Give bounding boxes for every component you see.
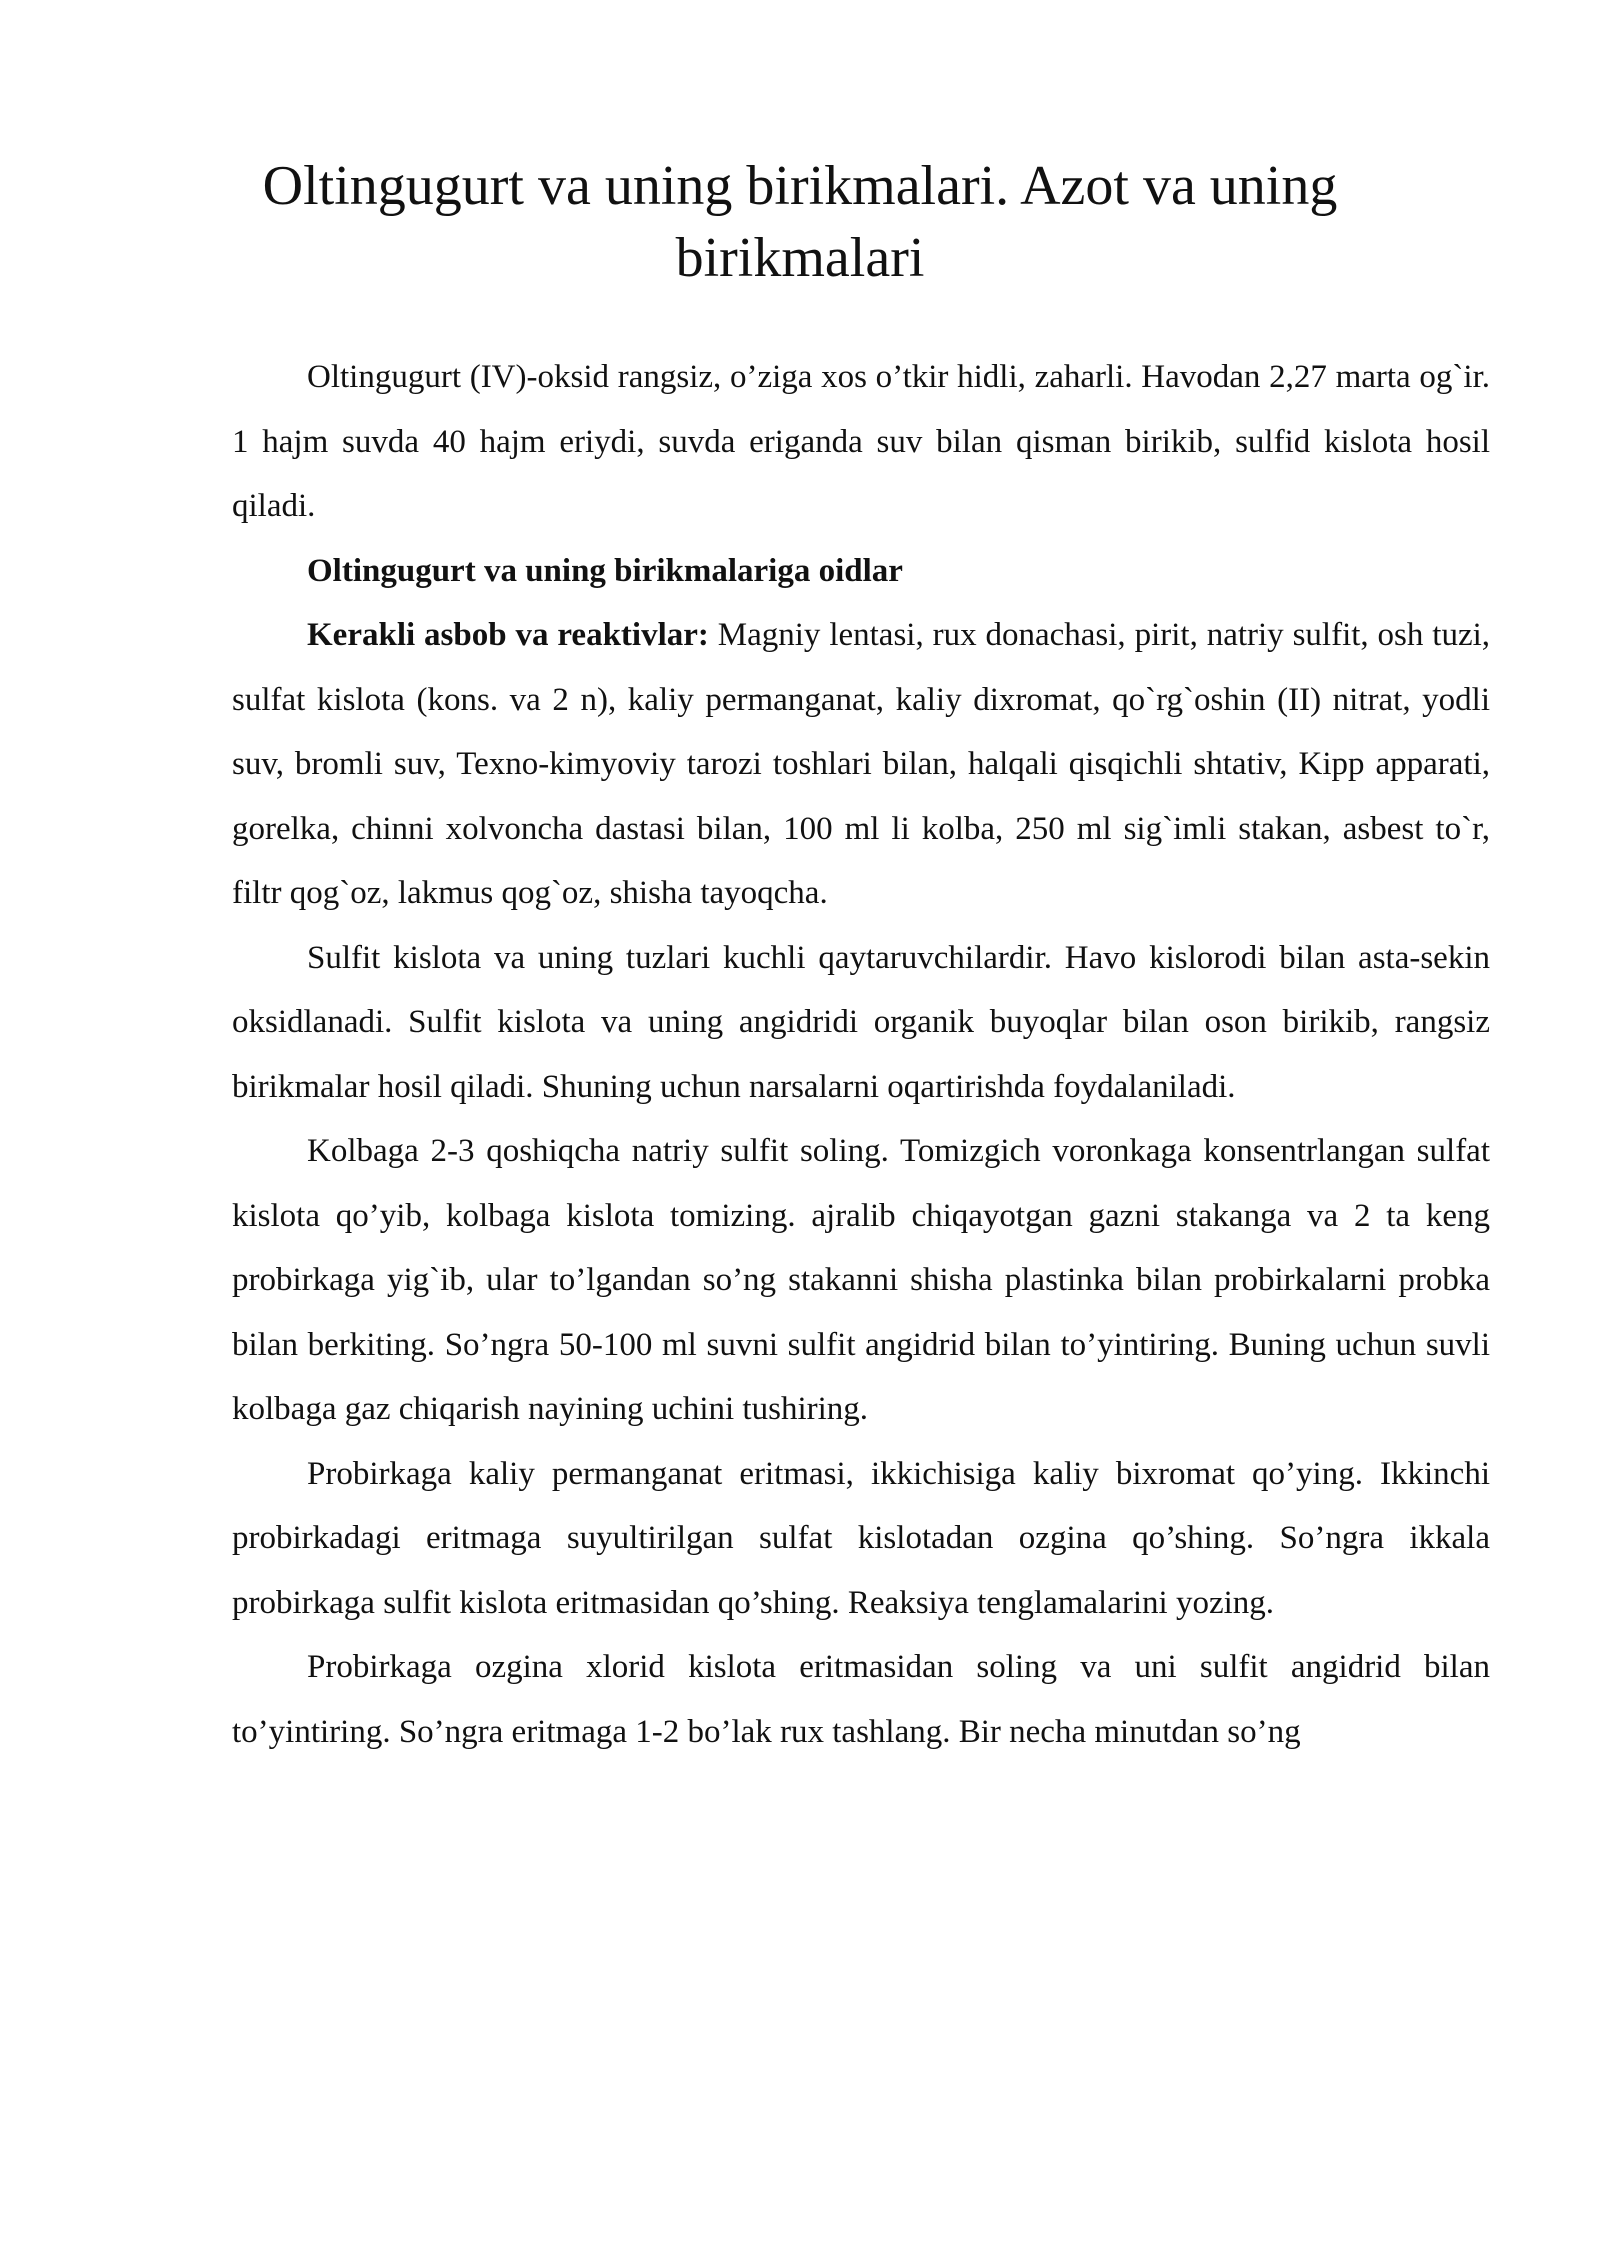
paragraph-test-tube-procedure	[232, 1442, 1490, 1636]
paragraph-lead: Kerakli asbob va reaktivlar:	[307, 617, 709, 653]
paragraph-text: Kolbaga 2-3 qoshiqcha natriy sulfit soling. Tomizgich voronkaga konsentrlangan sulfat kislota qo’yib, kolbaga kislota tomizing. ajralib chiqayotgan gazni stakanga va 2 ta keng probirkaga yig`ib, ular to’lgandan so’ng stakanni shisha plastinka bilan probirkalarni probka bilan berkiting. So’ngra 50-100 ml suvni sulfit angidrid bilan to’yintiring. Buning uchun suvli kolbaga gaz chiqarish nayining uchini tushiring.	[232, 1133, 1490, 1427]
paragraph-sulfite-acid	[232, 926, 1490, 1120]
paragraph-text: Oltingugurt (IV)-oksid rangsiz, o’ziga xos o’tkir hidli, zaharli. Havodan 2,27 marta og`ir. 1 hajm suvda 40 hajm eriydi, suvda eriganda suv bilan qisman birikib, sulfid kislota hosil qiladi.	[232, 359, 1490, 524]
paragraph-hydrochloric-procedure	[232, 1635, 1490, 1764]
paragraph-text: Probirkaga ozgina xlorid kislota eritmasidan soling va uni sulfit angidrid bilan to’yintiring. So’ngra eritmaga 1-2 bo’lak rux tashlang. Bir necha minutdan so’ng	[232, 1649, 1490, 1750]
document-body	[232, 345, 1490, 1764]
paragraph-flask-procedure	[232, 1119, 1490, 1442]
paragraph-text: Probirkaga kaliy permanganat eritmasi, ikkichisiga kaliy bixromat qo’ying. Ikkinchi probirkadagi eritmaga suyultirilgan sulfat kislotadan ozgina qo’shing. So’ngra ikkala probirkaga sulfit kislota eritmasidan qo’shing. Reaksiya tenglamalarini yozing.	[232, 1455, 1490, 1621]
page-title: Oltingugurt va uning birikmalari. Azot va uning birikmalari	[262, 155, 1338, 289]
section-heading: Oltingugurt va uning birikmalariga oidlar	[307, 552, 903, 589]
paragraph-equipment-list	[232, 603, 1490, 926]
paragraph-sulfur-dioxide-properties	[232, 345, 1490, 539]
paragraph-text: Magniy lentasi, rux donachasi, pirit, natriy sulfit, osh tuzi, sulfat kislota (kons. va 2 n), kaliy permanganat, kaliy dixromat, qo`rg`oshin (II) nitrat, yodli suv, bromli suv, Texno-kimyoviy tarozi toshlari bilan, halqali qisqichli shtativ, Kipp apparati, gorelka, chinni xolvoncha dastasi bilan, 100 ml li kolba, 250 ml sig`imli stakan, asbest to`r, filtr qog`oz, lakmus qog`oz, shisha tayoqcha.	[232, 617, 1491, 911]
paragraph-text: Sulfit kislota va uning tuzlari kuchli qaytaruvchilardir. Havo kislorodi bilan asta-sekin oksidlanadi. Sulfit kislota va uning angidridi organik buyoqlar bilan oson birikib, rangsiz birikmalar hosil qiladi. Shuning uchun narsalarni oqartirishda foydalaniladi.	[232, 939, 1490, 1105]
